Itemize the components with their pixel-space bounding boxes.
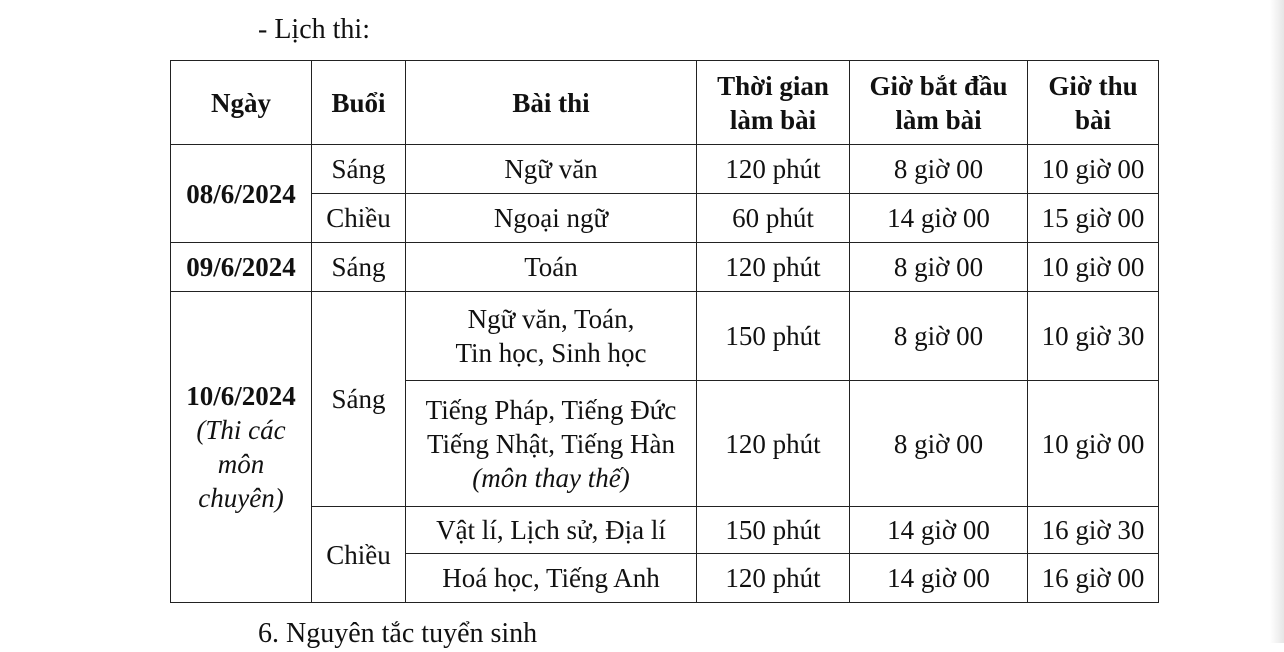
- exam-cell: Ngữ văn: [406, 145, 697, 194]
- start-cell: 14 giờ 00: [850, 507, 1028, 554]
- start-cell: 14 giờ 00: [850, 554, 1028, 603]
- start-cell: 14 giờ 00: [850, 194, 1028, 243]
- exam-line3: (môn thay thế): [472, 462, 630, 493]
- table-row: [171, 145, 1159, 194]
- exam-line2: Tin học, Sinh học: [455, 338, 647, 368]
- session-cell: Chiều: [312, 194, 406, 243]
- header-start-line1: Giờ bắt đầu: [869, 70, 1008, 101]
- header-end-line2: bài: [1074, 104, 1112, 135]
- table-row: [171, 243, 1159, 292]
- exam-schedule-table: [170, 60, 1159, 603]
- header-duration-line1: Thời gian: [717, 70, 829, 101]
- duration-cell: 60 phút: [697, 194, 850, 243]
- date-value: 10/6/2024: [186, 381, 296, 411]
- section-heading: - Lịch thi:: [258, 14, 370, 45]
- duration-cell: 120 phút: [697, 554, 850, 603]
- exam-line1: Ngữ văn, Toán,: [467, 304, 635, 334]
- end-cell: 15 giờ 00: [1028, 194, 1159, 243]
- start-cell: 8 giờ 00: [850, 243, 1028, 292]
- exam-cell: [406, 292, 697, 381]
- end-cell: 16 giờ 30: [1028, 507, 1159, 554]
- exam-cell: Ngoại ngữ: [406, 194, 697, 243]
- header-start: [850, 61, 1028, 145]
- header-end-line1: Giờ thu: [1048, 70, 1138, 101]
- end-cell: 10 giờ 00: [1028, 243, 1159, 292]
- exam-cell: Toán: [406, 243, 697, 292]
- header-start-line2: làm bài: [895, 104, 982, 135]
- start-cell: 8 giờ 00: [850, 381, 1028, 507]
- header-exam: Bài thi: [406, 61, 697, 145]
- date-cell: 08/6/2024: [171, 145, 312, 243]
- duration-cell: 120 phút: [697, 381, 850, 507]
- exam-line1: Tiếng Pháp, Tiếng Đức: [425, 394, 677, 425]
- end-cell: 16 giờ 00: [1028, 554, 1159, 603]
- header-end: [1028, 61, 1159, 145]
- duration-cell: 120 phút: [697, 145, 850, 194]
- date-cell: 09/6/2024: [171, 243, 312, 292]
- exam-cell: Vật lí, Lịch sử, Địa lí: [406, 507, 697, 554]
- header-session: Buổi: [312, 61, 406, 145]
- header-duration-line2: làm bài: [729, 104, 817, 135]
- exam-line2: Tiếng Nhật, Tiếng Hàn: [426, 428, 676, 459]
- start-cell: 8 giờ 00: [850, 292, 1028, 381]
- date-note-line1: (Thi các: [196, 415, 286, 445]
- table-row: [171, 194, 1159, 243]
- duration-cell: 150 phút: [697, 507, 850, 554]
- date-note-line2: môn: [217, 449, 265, 479]
- table-row: [171, 292, 1159, 381]
- start-cell: 8 giờ 00: [850, 145, 1028, 194]
- date-note-line3: chuyên): [198, 483, 284, 513]
- duration-cell: 120 phút: [697, 243, 850, 292]
- header-duration: [697, 61, 850, 145]
- session-cell: Sáng: [312, 243, 406, 292]
- table-header-row: [171, 61, 1159, 145]
- end-cell: 10 giờ 00: [1028, 381, 1159, 507]
- end-cell: 10 giờ 00: [1028, 145, 1159, 194]
- end-cell: 10 giờ 30: [1028, 292, 1159, 381]
- duration-cell: 150 phút: [697, 292, 850, 381]
- next-section-heading: 6. Nguyên tắc tuyển sinh: [258, 618, 538, 649]
- session-cell: Sáng: [312, 292, 406, 507]
- exam-cell: Hoá học, Tiếng Anh: [406, 554, 697, 603]
- session-cell: Chiều: [312, 507, 406, 603]
- exam-cell: [406, 381, 697, 507]
- table-row: [171, 507, 1159, 554]
- date-cell: [171, 292, 312, 603]
- session-cell: Sáng: [312, 145, 406, 194]
- header-date: Ngày: [171, 61, 312, 145]
- page-edge-shadow: [1270, 0, 1284, 643]
